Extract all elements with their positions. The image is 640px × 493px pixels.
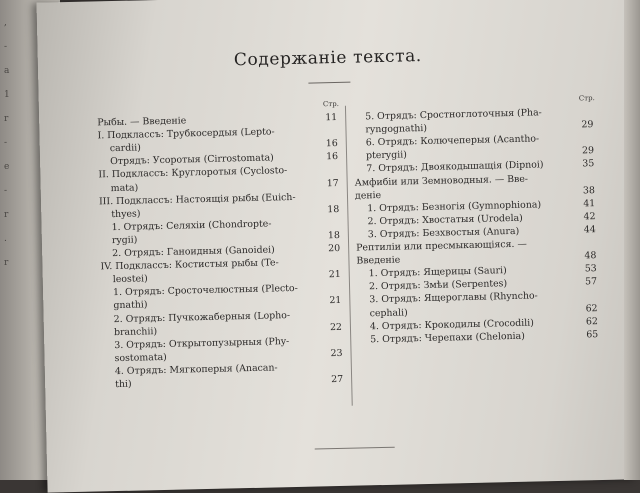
page-content: [75, 0, 606, 472]
page-column-label: Стр.: [578, 94, 595, 103]
entry-text: 3. Отрядъ: Ящероглавы (Rhyncho-: [369, 290, 538, 306]
entry-text: mata): [110, 181, 139, 194]
previous-page-fragment: .: [4, 234, 7, 244]
entry-text: 1. Отрядъ: Ящерицы (Sauri): [368, 265, 507, 280]
entry-text: leostei): [112, 273, 148, 286]
contents-entry: [370, 329, 598, 345]
entry-text: gnathi): [113, 299, 148, 312]
entry-page-number: 62: [585, 315, 599, 327]
entry-text: ryngognathi): [365, 123, 428, 136]
entry-page-number: 57: [584, 276, 598, 288]
book-page: [37, 0, 638, 493]
entry-page-number: 29: [581, 145, 595, 157]
previous-page-fragment: -: [4, 186, 8, 196]
entry-page-number: 48: [584, 250, 597, 262]
entry-text: Введеніе: [356, 254, 401, 267]
previous-page-fragment: e: [4, 162, 10, 172]
previous-page-fragment: r: [4, 114, 9, 124]
entry-text: 3. Отрядъ: Открытопузырныя (Phy-: [114, 335, 290, 351]
entry-text: II. Подклассъ: Круглоротыя (Cyclosto-: [98, 165, 288, 181]
entry-page-number: 53: [584, 263, 597, 275]
entry-text: thi): [115, 378, 132, 391]
entry-page-number: 65: [586, 328, 599, 341]
entry-page-number: 17: [326, 177, 339, 189]
entry-text: rygii): [111, 234, 138, 246]
entry-text: 5. Отрядъ: Черепахи (Chelonia): [370, 330, 525, 345]
previous-page-fragment: r: [4, 258, 9, 268]
entry-page-number: 22: [329, 321, 343, 333]
entry-page-number: 44: [583, 224, 596, 236]
entry-text: Отрядъ: Усоротыя (Cirrostomata): [110, 152, 274, 168]
entry-text: I. Подклассъ: Трубкосердыя (Lepto-: [97, 126, 275, 142]
entry-text: 4. Отрядъ: Крокодилы (Crocodili): [369, 317, 534, 332]
entry-page-number: 62: [585, 302, 598, 314]
entry-text: Амфибіи или Земноводныя. — Вве-: [354, 173, 529, 189]
entry-text: branchii): [113, 325, 158, 338]
previous-page-fragment: ,: [4, 18, 7, 28]
entry-text: 1. Отрядъ: Безногія (Gymnophiona): [367, 199, 542, 214]
entry-text: sostomata): [114, 351, 167, 364]
entry-text: 7. Отрядъ: Двоякодышащія (Dipnoi): [366, 159, 544, 175]
next-page-edge: [624, 0, 640, 480]
entry-page-number: 18: [327, 203, 340, 215]
entry-text: 2. Отрядъ: Змѣи (Serpentes): [368, 278, 508, 293]
entry-text: 4. Отрядъ: Мягкоперыя (Anacan-: [114, 362, 278, 377]
previous-page-fragment: -: [4, 138, 8, 148]
entry-text: III. Подклассъ: Настоящія рыбы (Euich-: [98, 191, 296, 207]
entry-text: 6. Отрядъ: Колючеперыя (Acantho-: [365, 133, 540, 149]
entry-text: 2. Отрядъ: Хвостатыя (Urodela): [367, 212, 523, 228]
page-column-label: Стр.: [322, 99, 339, 109]
entry-text: Рептиліи или пресмыкающіяся. —: [356, 238, 527, 254]
entry-text: Рыбы. — Введеніе: [97, 115, 187, 129]
entry-page-number: 35: [582, 158, 595, 170]
bottom-rule: [315, 447, 395, 450]
entry-page-number: 23: [330, 347, 343, 359]
entry-text: деніе: [354, 189, 382, 202]
entry-page-number: 21: [328, 269, 341, 281]
contents-entry: [115, 374, 343, 390]
column-divider: [345, 106, 353, 406]
entry-page-number: 41: [583, 197, 596, 210]
contents-left-column: [97, 99, 344, 391]
entry-page-number: 16: [325, 138, 338, 150]
previous-page-fragment: a: [4, 66, 10, 76]
entry-text: pterygii): [365, 149, 407, 162]
title-rule: [308, 82, 350, 84]
entry-text: 5. Отрядъ: Сростноглоточныя (Pha-: [365, 107, 542, 123]
entry-text: 3. Отрядъ: Безхвостыя (Anura): [367, 225, 520, 241]
entry-text: cardii): [109, 142, 141, 155]
entry-page-number: 11: [325, 111, 338, 124]
previous-page-fragment: r: [4, 210, 9, 220]
previous-page-fragment: 1: [4, 90, 10, 100]
entry-page-number: 16: [326, 151, 339, 163]
entry-page-number: 21: [329, 295, 342, 307]
entry-page-number: 38: [582, 184, 596, 196]
entry-text: cephali): [369, 306, 408, 319]
page-title: Содержаніе текста.: [233, 46, 423, 71]
previous-page-fragment: -: [4, 42, 8, 52]
entry-text: 1. Отрядъ: Сросточелюстныя (Plecto-: [112, 283, 298, 299]
entry-text: 2. Отрядъ: Ганоидныя (Ganoidei): [112, 244, 275, 260]
entry-text: 2. Отрядъ: Пучкожаберныя (Lopho-: [113, 309, 291, 325]
entry-page-number: 29: [581, 119, 594, 131]
entry-page-number: 27: [331, 373, 344, 386]
entry-page-number: 42: [583, 210, 596, 223]
entry-text: 1. Отрядъ: Селяхіи (Chondropte-: [111, 218, 272, 233]
entry-page-number: 18: [327, 229, 340, 242]
entry-text: thyes): [111, 208, 141, 220]
contents-right-column: [353, 94, 599, 345]
entry-text: IV. Подклассъ: Костистыя рыбы (Te-: [100, 257, 279, 273]
entry-page-number: 20: [328, 242, 341, 255]
